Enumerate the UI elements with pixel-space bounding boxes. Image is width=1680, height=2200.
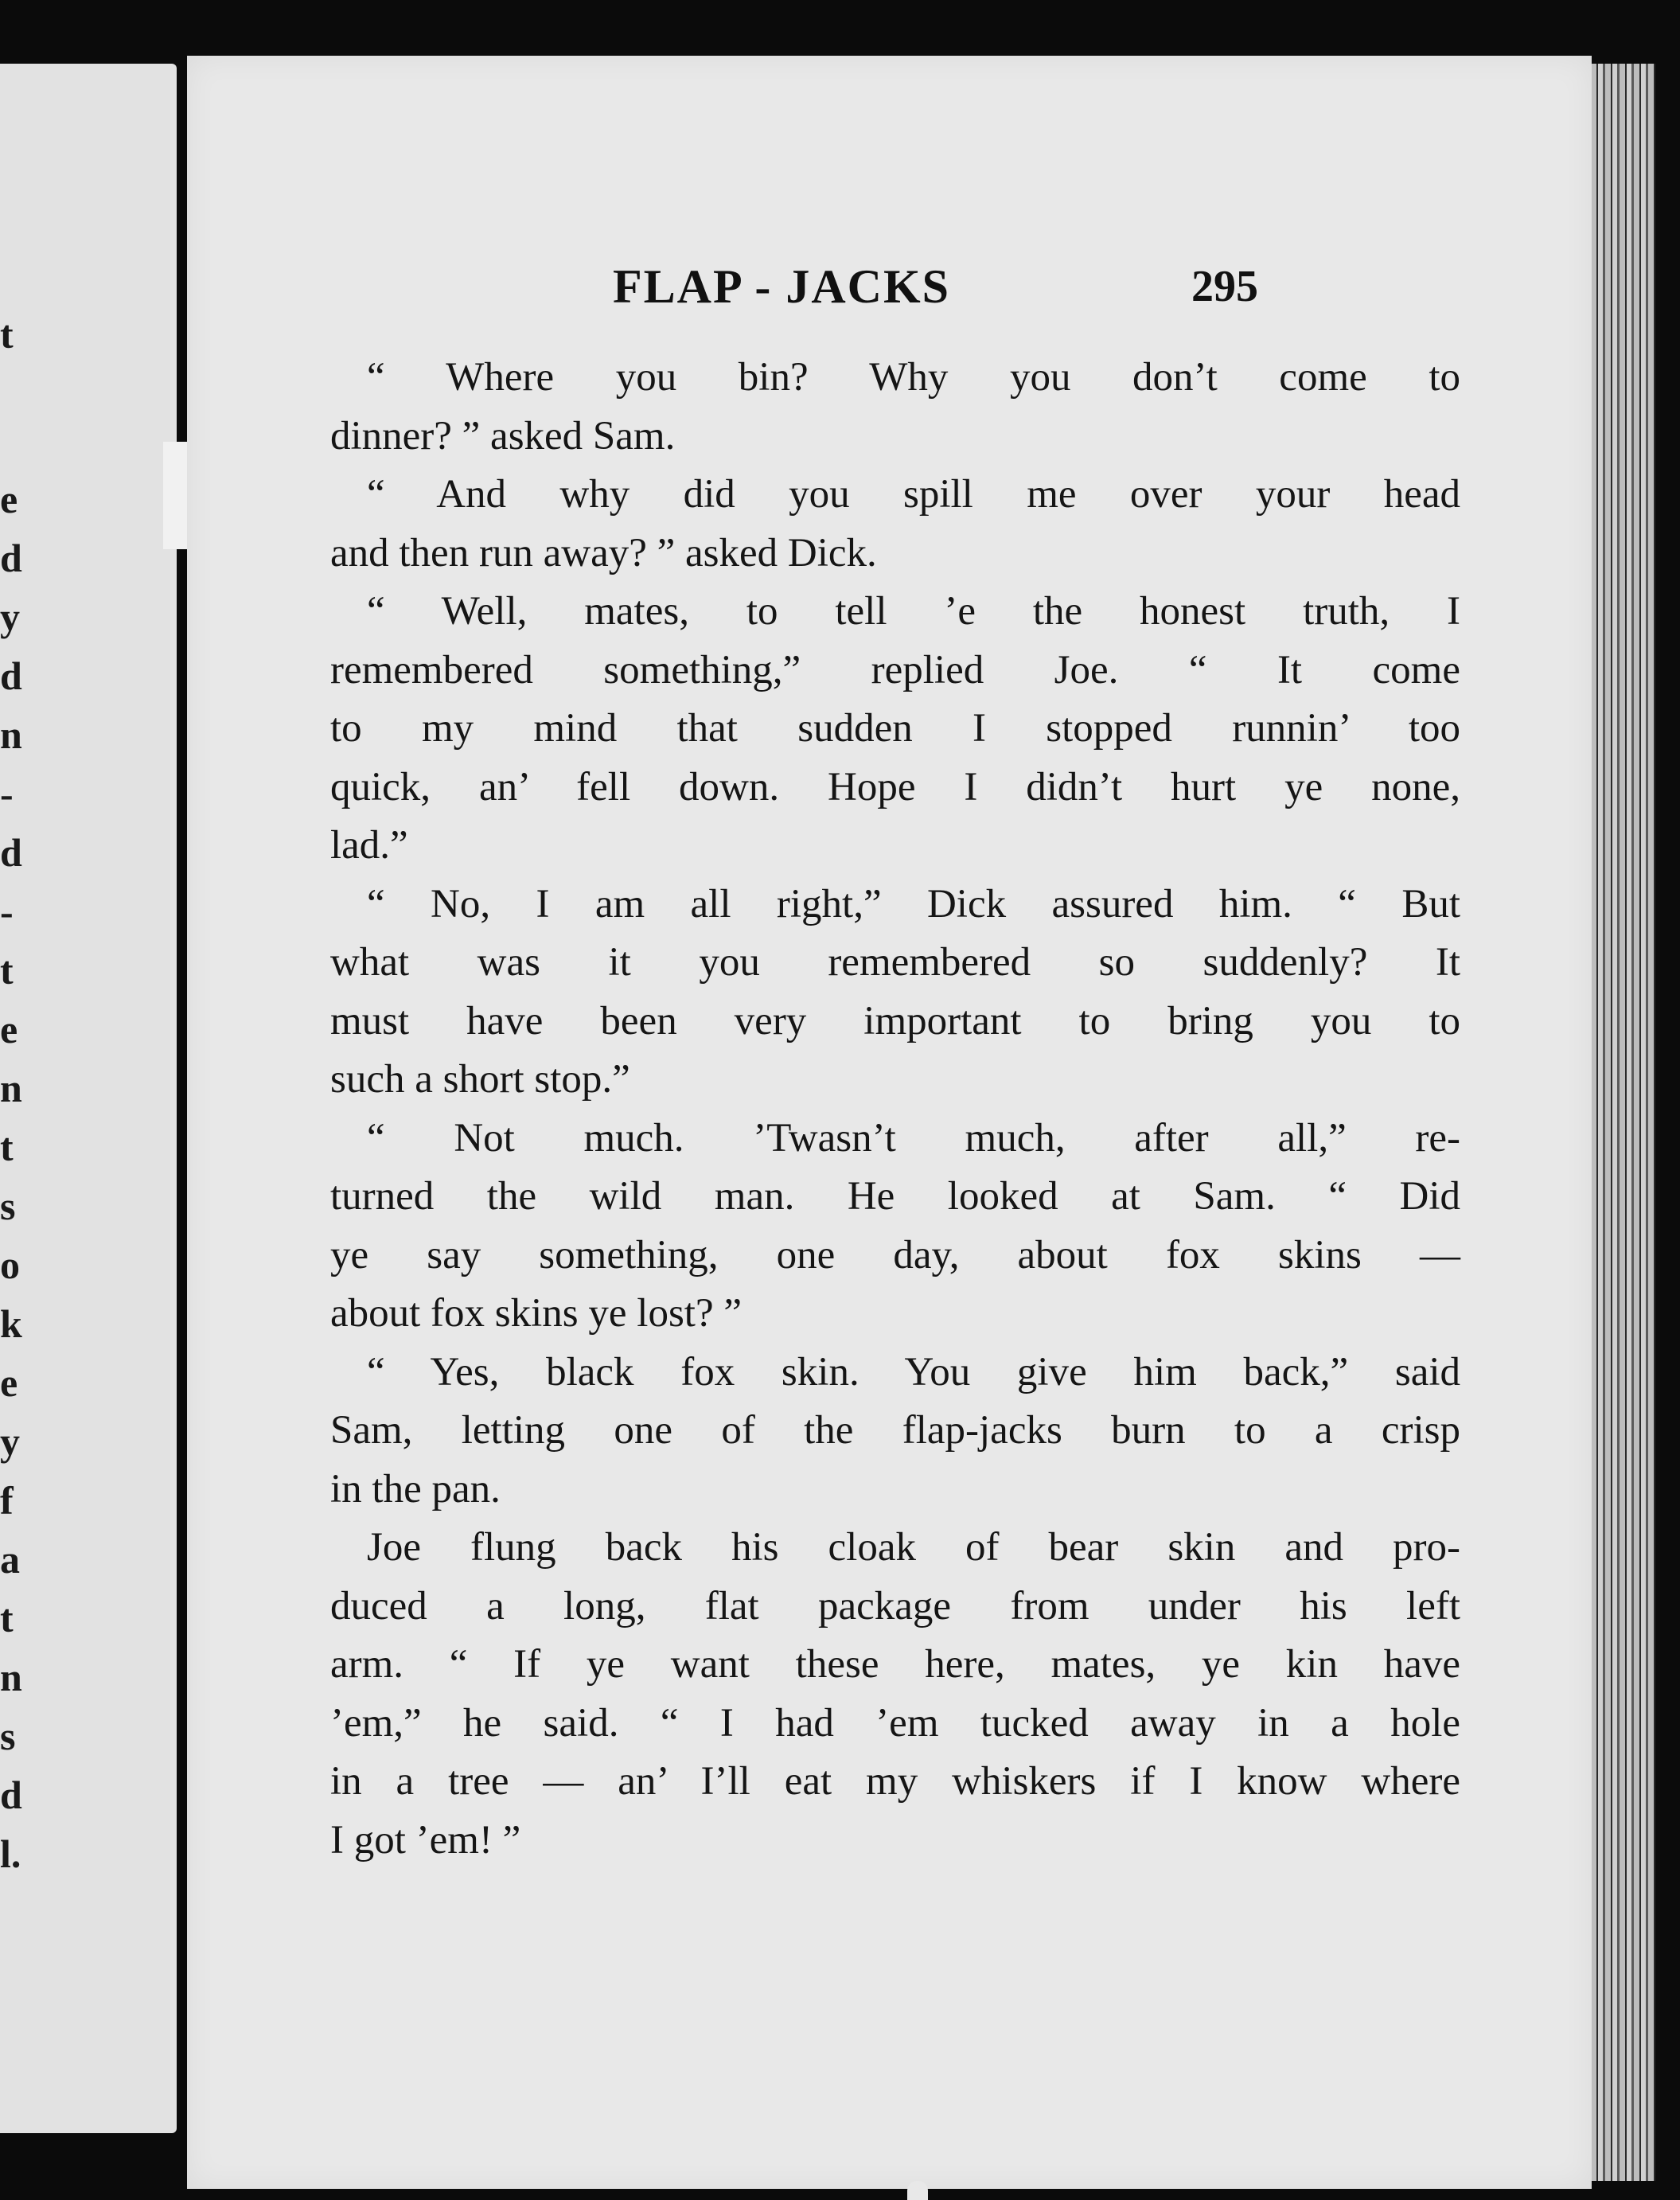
text-line: quick, an’ fell down. Hope I didn’t hurt ye none, <box>330 764 1460 809</box>
page-number: 295 <box>1191 262 1258 311</box>
text-line: such a short stop.” <box>330 1057 630 1102</box>
fragment-letter: s <box>0 1714 16 1758</box>
fragment-letter: o <box>0 1242 20 1287</box>
page-stack-edges <box>1584 64 1655 2181</box>
text-line: and then run away? ” asked Dick. <box>330 530 877 575</box>
fragment-letter: e <box>0 1007 18 1051</box>
body-text <box>330 349 1460 1870</box>
text-line: “ And why did you spill me over your head <box>367 472 1460 517</box>
text-line: what was it you remembered so suddenly? It <box>330 940 1460 985</box>
fragment-letter: n <box>0 1655 22 1699</box>
fragment-letter: - <box>0 889 14 934</box>
text-line: “ Yes, black fox skin. You give him back,” said <box>367 1349 1460 1395</box>
text-line: Sam, letting one of the flap-jacks burn to a crisp <box>330 1408 1460 1453</box>
fragment-letter: f <box>0 1478 14 1523</box>
text-line: remembered something,” replied Joe. “ It come <box>330 647 1460 692</box>
fragment-letter: n <box>0 712 22 757</box>
fragment-letter: t <box>0 312 14 357</box>
fragment-letter: k <box>0 1301 22 1346</box>
text-line: “ Well, mates, to tell ’e the honest truth, I <box>367 589 1460 634</box>
text-line: must have been very important to bring you to <box>330 998 1460 1043</box>
fragment-letter: d <box>0 653 22 698</box>
fragment-letter: t <box>0 1125 14 1169</box>
previous-page-edge <box>0 64 177 2133</box>
scan-artifact <box>907 2181 928 2200</box>
fragment-letter: y <box>0 1419 20 1464</box>
fragment-letter: y <box>0 595 20 639</box>
fragment-letter: d <box>0 536 22 580</box>
text-line: in the pan. <box>330 1466 501 1512</box>
fragment-letter: s <box>0 1184 16 1228</box>
fragment-letter: l. <box>0 1831 21 1876</box>
text-line: ye say something, one day, about fox skins — <box>330 1232 1460 1277</box>
page-tab <box>163 442 187 549</box>
text-line: ’em,” he said. “ I had ’em tucked away in a hole <box>330 1700 1460 1746</box>
text-line: I got ’em! ” <box>330 1817 521 1863</box>
text-line: about fox skins ye lost? ” <box>330 1291 742 1336</box>
running-head <box>187 255 1592 318</box>
text-line: dinner? ” asked Sam. <box>330 413 676 458</box>
text-line: “ Where you bin? Why you don’t come to <box>367 355 1460 400</box>
fragment-letter: - <box>0 771 14 816</box>
text-line: duced a long, flat package from under his left <box>330 1583 1460 1629</box>
text-line: to my mind that sudden I stopped runnin’ too <box>330 706 1460 751</box>
fragment-letter: d <box>0 1773 22 1817</box>
text-line: “ Not much. ’Twasn’t much, after all,” re- <box>367 1115 1460 1160</box>
text-line: in a tree — an’ I’ll eat my whiskers if I know where <box>330 1759 1460 1804</box>
fragment-letter: t <box>0 948 14 993</box>
running-title: FLAP - JACKS <box>613 260 951 313</box>
text-line: turned the wild man. He looked at Sam. “ Did <box>330 1174 1460 1219</box>
fragment-letter: d <box>0 830 22 875</box>
fragment-letter: e <box>0 1360 18 1405</box>
text-line: Joe flung back his cloak of bear skin and pro- <box>367 1525 1460 1570</box>
text-line: “ No, I am all right,” Dick assured him. “ But <box>367 881 1460 926</box>
fragment-letter: t <box>0 1596 14 1640</box>
fragment-letter: a <box>0 1537 20 1582</box>
fragment-letter: n <box>0 1066 22 1110</box>
book-page <box>187 56 1592 2189</box>
fragment-letter: e <box>0 477 18 521</box>
text-line: arm. “ If ye want these here, mates, ye kin have <box>330 1642 1460 1687</box>
text-line: lad.” <box>330 823 408 868</box>
